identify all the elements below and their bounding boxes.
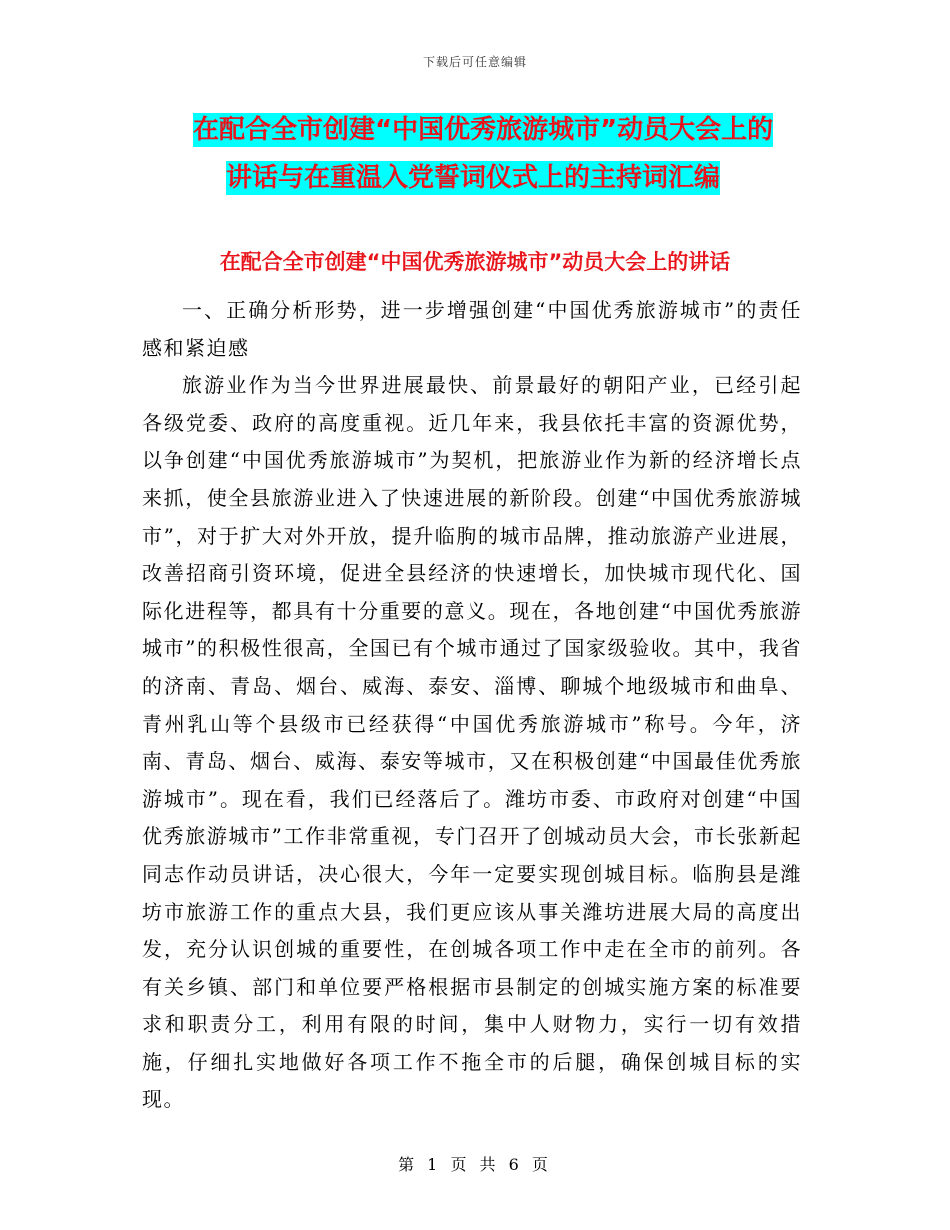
section-title: 在配合全市创建“中国优秀旅游城市”动员大会上的讲话 (219, 250, 731, 274)
title-highlight-1: 在配合全市创建“中国优秀旅游城市”动员大会上的 (193, 115, 774, 145)
document-title-line-1 (140, 110, 840, 150)
header-note: 下载后可任意编辑 (422, 55, 527, 69)
document-title (140, 110, 840, 198)
title-highlight-2: 讲话与在重温入党誓词仪式上的主持词汇编 (226, 163, 721, 193)
page-number: 第 1 页 共 6 页 (398, 1155, 552, 1174)
paragraph: 旅游业作为当今世界进展最快、前景最好的朝阳产业，已经引起各级党委、政府的高度重视。近几年来，我县依托丰富的资源优势，以争创建“中国优秀旅游城市”为契机，把旅游业作为新的经济增长点来抓，使全县旅游业进入了快速进展的新阶段。创建“中国优秀旅游城市”，对于扩大对外开放，提升临朐的城市品牌，推动旅游产业进展，改善招商引资环境，促进全县经济的快速增长，加快城市现代化、国际化进程等，都具有十分重要的意义。现在，各地创建“中国优秀旅游城市”的积极性很高，全国已有个城市通过了国家级验收。其中，我省的济南、青岛、烟台、威海、泰安、淄博、聊城个地级城市和曲阜、青州乳山等个县级市已经获得“中国优秀旅游城市”称号。今年，济南、青岛、烟台、威海、泰安等城市，又在积极创建“中国最佳优秀旅游城市”。现在看，我们已经落后了。潍坊市委、市政府对创建“中国优秀旅游城市”工作非常重视，专门召开了创城动员大会，市长张新起同志作动员讲话，决心很大，今年一定要实现创城目标。临朐县是潍坊市旅游工作的重点大县，我们更应该从事关潍坊进展大局的高度出发，充分认识创城的重要性，在创城各项工作中走在全市的前列。各有关乡镇、部门和单位要严格根据市县制定的创城实施方案的标准要求和职责分工，利用有限的时间，集中人财物力，实行一切有效措施，仔细扎实地做好各项工作不拖全市的后腿，确保创城目标的实现。 (142, 373, 802, 1112)
body-text (142, 292, 802, 1119)
document-title-line-2 (140, 158, 840, 198)
paragraph-heading: 一、正确分析形势，进一步增强创建“中国优秀旅游城市”的责任感和紧迫感 (142, 298, 802, 360)
